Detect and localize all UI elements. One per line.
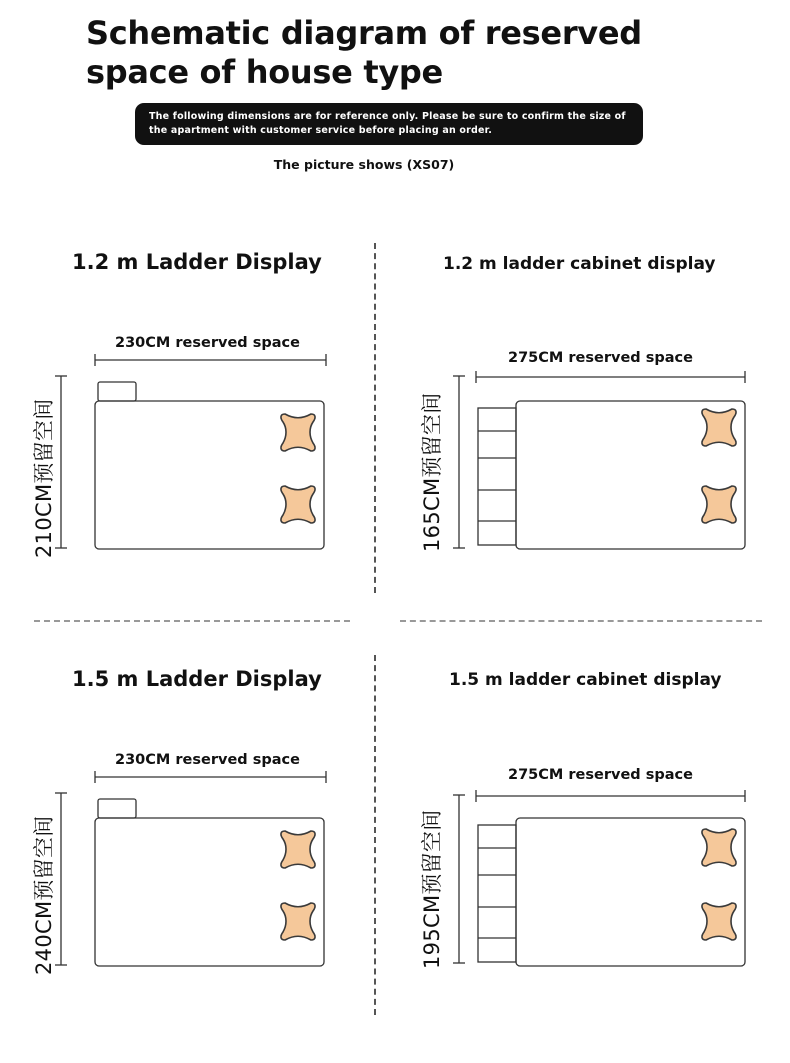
depth-dimension-label: 210CM预留空间	[32, 398, 56, 558]
pillow-icon	[281, 903, 315, 940]
diagram-1-5m-ladder-cabinet	[376, 667, 790, 1047]
pillow-icon	[281, 414, 315, 451]
diagram-1-5m-ladder	[0, 667, 374, 1047]
pillow-icon	[702, 903, 736, 940]
pillow-icon	[702, 486, 736, 523]
depth-dimension-label: 165CM预留空间	[420, 392, 444, 552]
horizontal-divider-left	[34, 620, 350, 622]
width-dimension-label: 230CM reserved space	[115, 335, 300, 351]
width-dimension-label: 275CM reserved space	[508, 767, 693, 783]
pillow-icon	[281, 831, 315, 868]
width-dimension-label: 275CM reserved space	[508, 350, 693, 366]
diagram-title: 1.2 m Ladder Display	[72, 250, 322, 274]
page-title: Schematic diagram of reserved space of house type	[86, 14, 642, 91]
pillow-icon	[702, 829, 736, 866]
horizontal-divider-right	[400, 620, 762, 622]
notice-banner: The following dimensions are for reference only. Please be sure to confirm the size of the apartment with customer service before placing an order.	[135, 103, 643, 145]
diagram-title: 1.2 m ladder cabinet display	[443, 254, 716, 274]
picture-caption: The picture shows (XS07)	[273, 157, 455, 172]
depth-dimension-label: 240CM预留空间	[32, 815, 56, 975]
diagram-title: 1.5 m ladder cabinet display	[449, 670, 722, 690]
depth-dimension-label: 195CM预留空间	[420, 809, 444, 969]
pillow-icon	[702, 409, 736, 446]
diagram-1-2m-ladder-cabinet	[376, 250, 790, 610]
width-dimension-label: 230CM reserved space	[115, 752, 300, 768]
pillow-icon	[281, 486, 315, 523]
diagram-title: 1.5 m Ladder Display	[72, 667, 322, 691]
diagram-1-2m-ladder	[0, 250, 374, 610]
